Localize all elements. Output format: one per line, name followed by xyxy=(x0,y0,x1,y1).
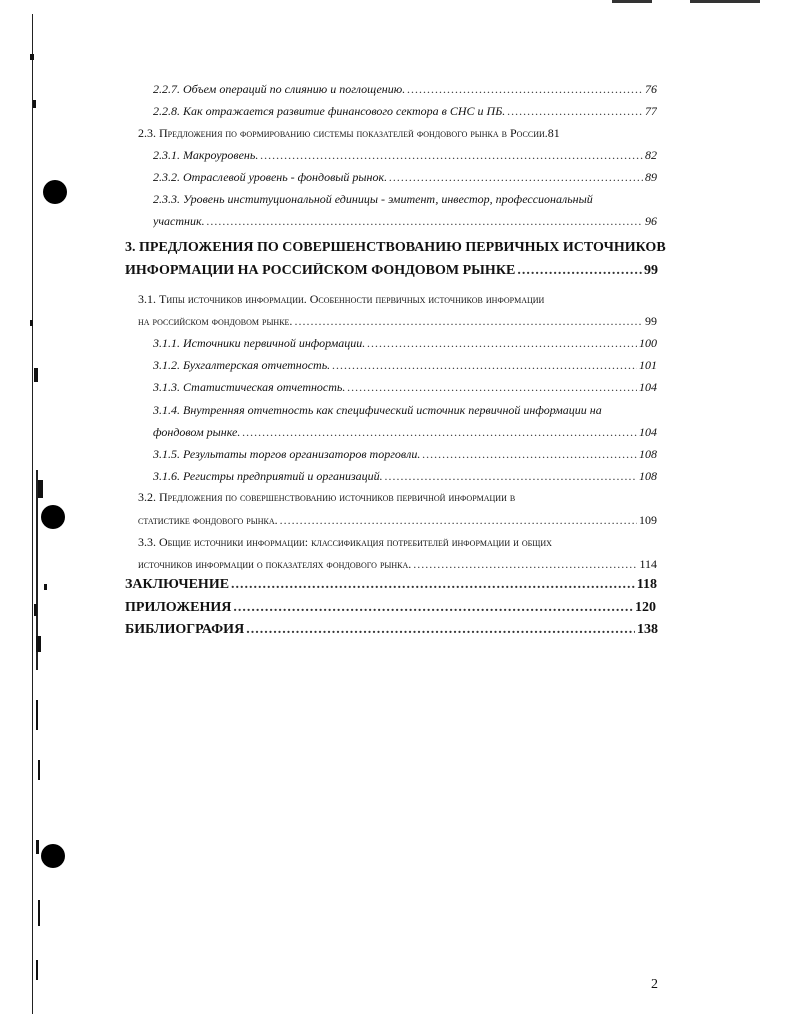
scan-speck xyxy=(33,100,36,108)
scan-speck xyxy=(34,368,38,382)
toc-leader-dots xyxy=(242,425,637,440)
toc-leader-dots xyxy=(246,622,635,638)
toc-entry[interactable] xyxy=(153,380,657,395)
scan-speck xyxy=(36,960,38,980)
punch-hole xyxy=(43,180,67,204)
toc-leader-dots xyxy=(507,104,643,119)
toc-leader-dots xyxy=(332,358,637,373)
toc-entry-label-cont: на российском фондовом рынке. xyxy=(138,314,293,328)
scan-top-smudge xyxy=(612,0,652,3)
toc-entry[interactable] xyxy=(125,577,657,593)
toc-entry[interactable] xyxy=(153,469,657,484)
toc-entry-page: 120 xyxy=(635,600,656,615)
toc-entry-label-cont: источников информации о показателях фондового рынка. xyxy=(138,557,412,571)
toc-entry-label[interactable]: 3.2. Предложения по совершенствованию источников первичной информации в xyxy=(138,490,516,504)
toc-entry-page: 81 xyxy=(547,126,560,140)
toc-leader-dots xyxy=(422,447,637,462)
scan-speck xyxy=(36,636,41,652)
toc-entry-label: 3.1.2. Бухгалтерская отчетность. xyxy=(153,358,331,372)
chapter-title-cont: ИНФОРМАЦИИ НА РОССИЙСКОМ ФОНДОВОМ РЫНКЕ xyxy=(125,263,516,278)
toc-leader-dots xyxy=(280,513,637,528)
toc-entry-page: 101 xyxy=(639,358,657,372)
toc-entry-label: 2.2.8. Как отражается развитие финансового сектора в СНС и ПБ. xyxy=(153,104,506,118)
toc-entry-label: БИБЛИОГРАФИЯ xyxy=(125,622,245,637)
toc-entry[interactable] xyxy=(125,600,656,616)
toc-leader-dots xyxy=(413,557,637,572)
toc-entry-page: 89 xyxy=(645,170,657,184)
toc-entry-continuation[interactable] xyxy=(153,425,657,440)
toc-leader-dots xyxy=(347,380,637,395)
toc-entry-page: 104 xyxy=(639,425,657,439)
toc-leader-dots xyxy=(260,148,643,163)
toc-entry-page: 118 xyxy=(636,577,657,592)
toc-entry-label: 3.1.3. Статистическая отчетность. xyxy=(153,380,346,394)
scan-speck xyxy=(30,320,33,326)
chapter-title[interactable]: 3. ПРЕДЛОЖЕНИЯ ПО СОВЕРШЕНСТВОВАНИЮ ПЕРВИЧНЫХ ИСТОЧНИКОВ xyxy=(125,240,666,255)
toc-leader-dots xyxy=(294,314,643,329)
toc-entry-label: ЗАКЛЮЧЕНИЕ xyxy=(125,577,230,592)
toc-entry-label: 2.3. Предложения по формированию системы показателей фондового рынка в России. xyxy=(138,126,548,140)
toc-entry-page: 100 xyxy=(639,336,657,350)
page-number: 2 xyxy=(651,977,658,992)
toc-entry-label: 3.1.6. Регистры предприятий и организаций. xyxy=(153,469,383,483)
toc-leader-dots xyxy=(407,82,643,97)
toc-entry-page: 109 xyxy=(639,513,657,527)
scan-speck xyxy=(38,900,40,926)
toc-entry-label-cont: статистике фондового рынка. xyxy=(138,513,278,527)
toc-entry-label: 2.3.1. Макроуровень. xyxy=(153,148,259,162)
toc-entry-label: 3.1.5. Результаты торгов организаторов торговли. xyxy=(153,447,421,461)
toc-entry-label[interactable]: 3.1. Типы источников информации. Особенности первичных источников информации xyxy=(138,292,545,306)
scan-speck xyxy=(44,584,47,590)
toc-entry[interactable] xyxy=(153,82,657,97)
toc-entry-continuation[interactable] xyxy=(153,214,657,229)
toc-entry-page: 104 xyxy=(639,380,657,394)
toc-entry-label: ПРИЛОЖЕНИЯ xyxy=(125,600,232,615)
toc-entry-page: 96 xyxy=(645,214,657,228)
scan-speck xyxy=(38,480,43,498)
toc-entry-continuation[interactable] xyxy=(138,513,657,528)
scan-top-smudge xyxy=(690,0,760,3)
toc-entry-label[interactable]: 2.3.3. Уровень институциональной единицы - эмитент, инвестор, профессиональный xyxy=(153,192,593,206)
toc-entry-page: 82 xyxy=(645,148,657,162)
toc-entry[interactable] xyxy=(125,622,658,638)
toc-entry-label: 3.1.1. Источники первичной информации. xyxy=(153,336,366,350)
scan-speck xyxy=(36,840,39,854)
toc-leader-dots xyxy=(207,214,643,229)
toc-entry[interactable] xyxy=(153,170,657,185)
toc-entry-page: 114 xyxy=(639,557,657,571)
toc-entry-page: 138 xyxy=(637,622,658,637)
scan-speck xyxy=(30,54,34,60)
chapter-title-continuation[interactable] xyxy=(125,263,658,279)
toc-entry-page: 108 xyxy=(639,469,657,483)
toc-leader-dots xyxy=(389,170,643,185)
scan-speck xyxy=(38,760,40,780)
toc-leader-dots xyxy=(385,469,637,484)
toc-entry-page: 108 xyxy=(639,447,657,461)
toc-entry-label: 2.2.7. Объем операций по слиянию и поглощению. xyxy=(153,82,406,96)
toc-entry-label[interactable]: 3.3. Общие источники информации: классификация потребителей информации и общих xyxy=(138,535,552,549)
toc-entry[interactable] xyxy=(153,148,657,163)
toc-entry-page: 99 xyxy=(645,314,657,328)
toc-entry-continuation[interactable] xyxy=(138,314,657,329)
toc-entry-continuation[interactable] xyxy=(138,557,657,572)
scan-left-edge xyxy=(32,14,33,1014)
toc-entry-label-cont: участник. xyxy=(153,214,205,228)
toc-entry[interactable] xyxy=(138,126,659,141)
toc-entry-label-cont: фондовом рынке. xyxy=(153,425,241,439)
toc-entry[interactable] xyxy=(153,104,657,119)
punch-hole xyxy=(41,844,65,868)
toc-entry[interactable] xyxy=(153,336,657,351)
scan-speck xyxy=(36,700,38,730)
toc-entry-page: 77 xyxy=(645,104,657,118)
toc-entry[interactable] xyxy=(153,447,657,462)
scan-speck xyxy=(34,604,37,616)
toc-entry-page: 99 xyxy=(644,263,658,278)
toc-leader-dots xyxy=(231,577,635,593)
toc-leader-dots xyxy=(233,600,633,616)
toc-entry-label[interactable]: 3.1.4. Внутренняя отчетность как специфический источник первичной информации на xyxy=(153,403,602,417)
punch-hole xyxy=(41,505,65,529)
toc-entry[interactable] xyxy=(153,358,657,373)
toc-entry-label: 2.3.2. Отраслевой уровень - фондовый рынок. xyxy=(153,170,388,184)
toc-entry-page: 76 xyxy=(645,82,657,96)
toc-leader-dots xyxy=(367,336,637,351)
toc-leader-dots xyxy=(517,263,642,279)
